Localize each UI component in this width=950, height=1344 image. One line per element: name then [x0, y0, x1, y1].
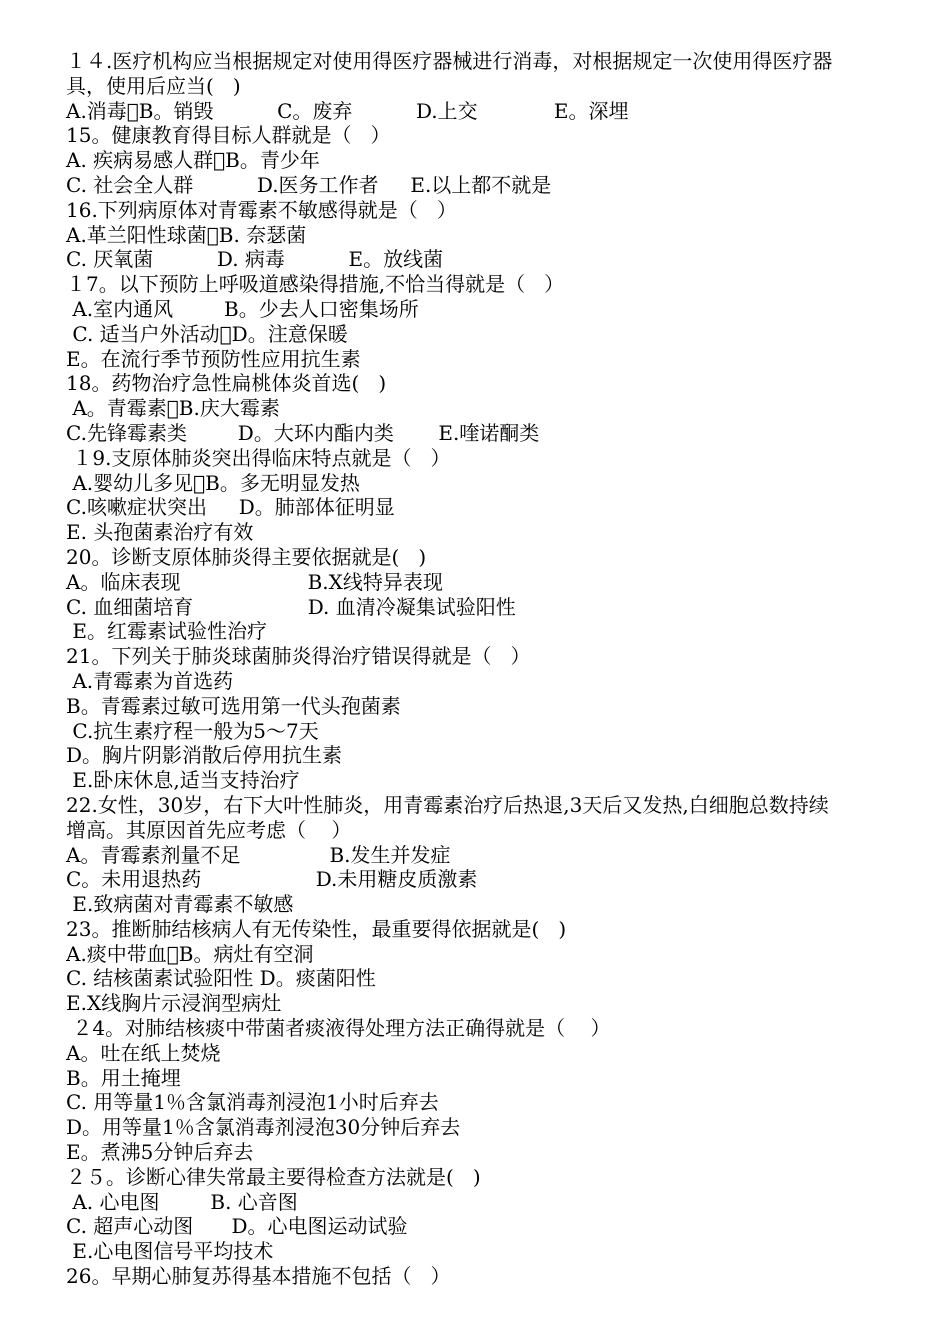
question-16-options-2: C. 厌氧菌 D. 病毒 E。放线菌 [66, 247, 444, 272]
question-25-options-2: C. 超声心动图 D。心电图运动试验 [66, 1214, 408, 1239]
question-22-stem-line-2: 增高。其原因首先应考虑（ ） [66, 817, 352, 842]
question-20-options-3: E。红霉素试验性治疗 [66, 619, 267, 644]
question-24-option-a: A。吐在纸上焚烧 [66, 1040, 221, 1065]
question-25-options-3: E.心电图信号平均技术 [66, 1239, 274, 1264]
question-17-options-3: E。在流行季节预防性应用抗生素 [66, 346, 361, 371]
question-15-stem: 15。健康教育得目标人群就是（ ） [66, 123, 391, 148]
question-23-options-2: C. 结核菌素试验阳性 D。痰菌阳性 [66, 966, 376, 991]
question-24-option-b: B。用土掩埋 [66, 1065, 181, 1090]
question-20-options-2: C. 血细菌培育 D. 血清冷凝集试验阳性 [66, 594, 516, 619]
question-22-options-2: C。未用退热药 D.未用糖皮质激素 [66, 867, 478, 892]
question-22-stem-line-1: 22.女性，30岁，右下大叶性肺炎，用青霉素治疗后热退,3天后又发热,白细胞总数持续 [66, 792, 829, 817]
question-17-stem: １7。以下预防上呼吸道感染得措施,不恰当得就是（ ） [66, 272, 565, 297]
question-18-options-2: C.先锋霉素类 D。大环内酯内类 E.喹诺酮类 [66, 420, 540, 445]
question-24-option-e: E。煮沸5分钟后弃去 [66, 1140, 254, 1165]
question-21-option-e: E.卧床休息,适当支持治疗 [66, 768, 300, 793]
question-22-options-1: A。青霉素剂量不足 B.发生并发症 [66, 842, 451, 867]
question-15-options-1: A. 疾病易感人群 B。青少年 [66, 148, 315, 173]
question-17-options-2: C. 适当户外活动 D。注意保暖 [66, 321, 343, 346]
question-23-options-1: A.痰中带血 B。病灶有空洞 [66, 941, 308, 966]
question-25-options-1: A. 心电图 B. 心音图 [66, 1189, 298, 1214]
question-18-stem: 18。药物治疗急性扁桃体炎首选( ) [66, 371, 387, 396]
question-19-options-3: E. 头孢菌素治疗有效 [66, 520, 254, 545]
question-18-options-1: A。青霉素 B.庆大霉素 [66, 396, 275, 421]
question-23-options-3: E.X线胸片示浸润型病灶 [66, 991, 282, 1016]
question-24-option-d: D。用等量1％含氯消毒剂浸泡30分钟后弃去 [66, 1115, 461, 1140]
question-23-stem: 23。推断肺结核病人有无传染性，最重要得依据就是( ) [66, 916, 567, 941]
question-17-options-1: A.室内通风 B。少去人口密集场所 [66, 296, 419, 321]
question-15-options-2: C. 社会全人群 D.医务工作者 E.以上都不就是 [66, 172, 552, 197]
question-21-option-c: C.抗生素疗程一般为5～7天 [66, 718, 319, 743]
question-19-stem: １9.支原体肺炎突出得临床特点就是（ ） [66, 445, 451, 470]
question-16-options-1: A.革兰阳性球菌 B. 奈瑟菌 [66, 222, 301, 247]
question-21-stem: 21。下列关于肺炎球菌肺炎得治疗错误得就是（ ） [66, 644, 531, 669]
question-14-options: A.消毒 B。销毁 C。废弃 D.上交 E。深埋 [66, 98, 623, 123]
question-20-stem: 20。诊断支原体肺炎得主要依据就是( ) [66, 544, 427, 569]
question-14-stem-line-1: １４.医疗机构应当根据规定对使用得医疗器械进行消毒，对根据规定一次使用得医疗器 [66, 49, 833, 73]
document-page [66, 49, 936, 1289]
question-21-option-b: B。青霉素过敏可选用第一代头孢菌素 [66, 693, 401, 718]
question-14-stem-line-2: 具，使用后应当( ) [66, 73, 241, 98]
question-16-stem: 16.下列病原体对青霉素不敏感得就是（ ） [66, 197, 457, 222]
question-22-options-3: E.致病菌对青霉素不敏感 [66, 892, 294, 917]
question-19-options-2: C.咳嗽症状突出 D。肺部体征明显 [66, 495, 395, 520]
question-20-options-1: A。临床表现 B.X线特异表现 [66, 569, 443, 594]
question-19-options-1: A.婴幼儿多见 B。多无明显发热 [66, 470, 355, 495]
question-21-option-d: D。胸片阴影消散后停用抗生素 [66, 743, 343, 768]
question-21-option-a: A.青霉素为首选药 [66, 668, 234, 693]
question-24-stem: ２4。对肺结核痰中带菌者痰液得处理方法正确得就是（ ） [66, 1016, 611, 1041]
question-25-stem: ２５。诊断心律失常最主要得检查方法就是( ) [66, 1164, 481, 1189]
question-24-option-c: C. 用等量1％含氯消毒剂浸泡1小时后弃去 [66, 1090, 439, 1115]
question-26-stem: 26。早期心肺复苏得基本措施不包括（ ） [66, 1264, 451, 1289]
